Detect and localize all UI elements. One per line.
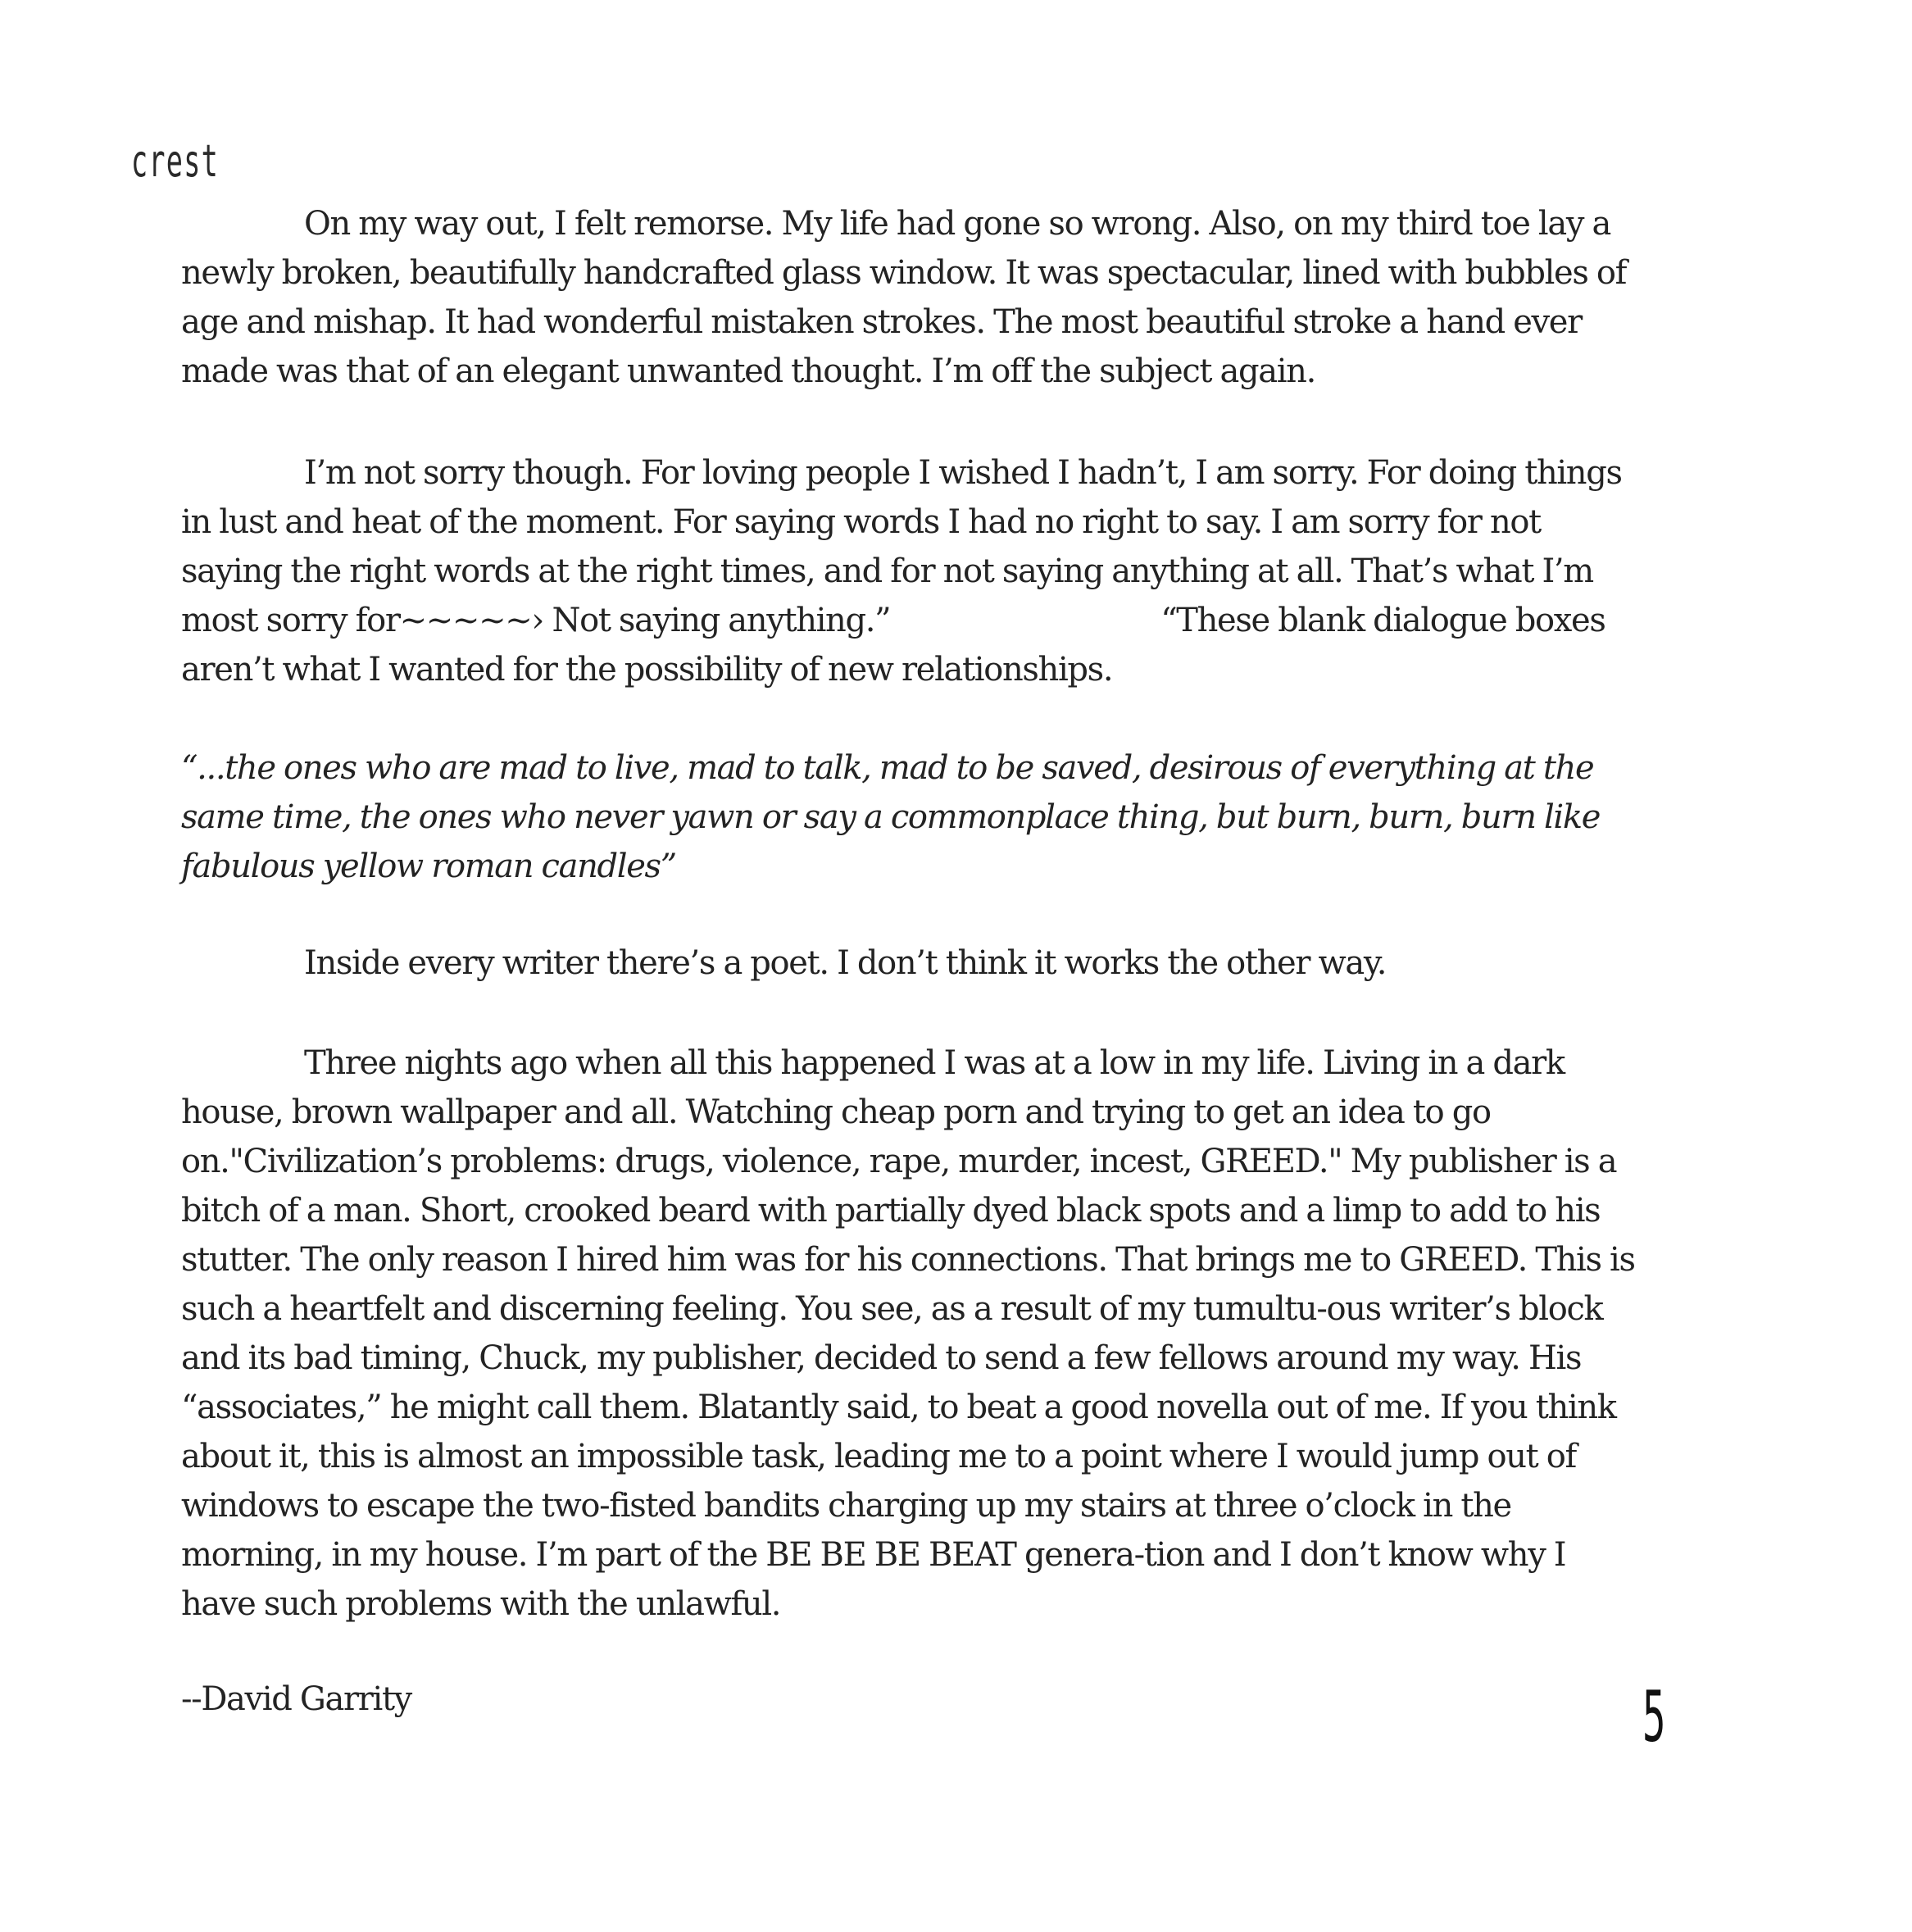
page-number: 5 xyxy=(1642,1676,1666,1758)
paragraph-remorse: On my way out, I felt remorse. My life had gone so wrong. Also, on my third toe lay a newly broken, beautifully handcrafted glass window. It was spectacular, lined with bubbles of age and mishap. It had wonderful mistaken strokes. The most beautiful stroke a hand ever made was that of an elegant unwanted thought. I’m off the subject again. xyxy=(181,205,1627,390)
paragraph-not-sorry-second-part: “These blank dialogue boxes aren’t what I wanted for the possibility of new relationships. xyxy=(181,602,1605,689)
paragraph-three-nights: Three nights ago when all this happened I was at a low in my life. Living in a dark house, brown wallpaper and all. Watching cheap porn and trying to get an idea to go on."Civilization’s problems: drugs, violence, rape, murder, incest, GREED." My publisher is a bitch of a man. Short, crooked beard with partially dyed black spots and a limp to add to his stutter. The only reason I hired him was for his connections. That brings me to GREED. This is such a heartfelt and discerning feeling. You see, as a result of my tumultu-ous writer’s block and its bad timing, Chuck, my publisher, decided to send a few fellows around my way. His “associates,” he might call them. Blatantly said, to beat a good novella out of me. If you think about it, this is almost an impossible task, leading me to a point where I would jump out of windows to escape the two-fisted bandits charging up my stairs at three o’clock in the morning, in my house. I’m part of the BE BE BE BEAT genera-tion and I don’t know why I have such problems with the unlawful. xyxy=(181,1044,1635,1623)
crest-header: crest xyxy=(131,135,219,187)
paragraph-not-sorry-first-part: I’m not sorry though. For loving people I wished I hadn’t, I am sorry. For doing things in lust and heat of the moment. For saying words I had no right to say. I am sorry for not saying the right words at the right times, and for not saying anything at all. That’s what I’m most sorry for~~~~~› Not saying anything.” xyxy=(181,454,1622,639)
paragraph-not-sorry xyxy=(181,448,1648,694)
quoted-passage: “...the ones who are mad to live, mad to talk, mad to be saved, desirous of everything at the same time, the ones who never yawn or say a commonplace thing, but burn, burn, burn like fabulous yellow roman candles” xyxy=(181,749,1601,885)
paragraph-writer-poet: Inside every writer there’s a poet. I don’t think it works the other way. xyxy=(304,944,1387,982)
author-signature: --David Garrity xyxy=(181,1680,411,1718)
